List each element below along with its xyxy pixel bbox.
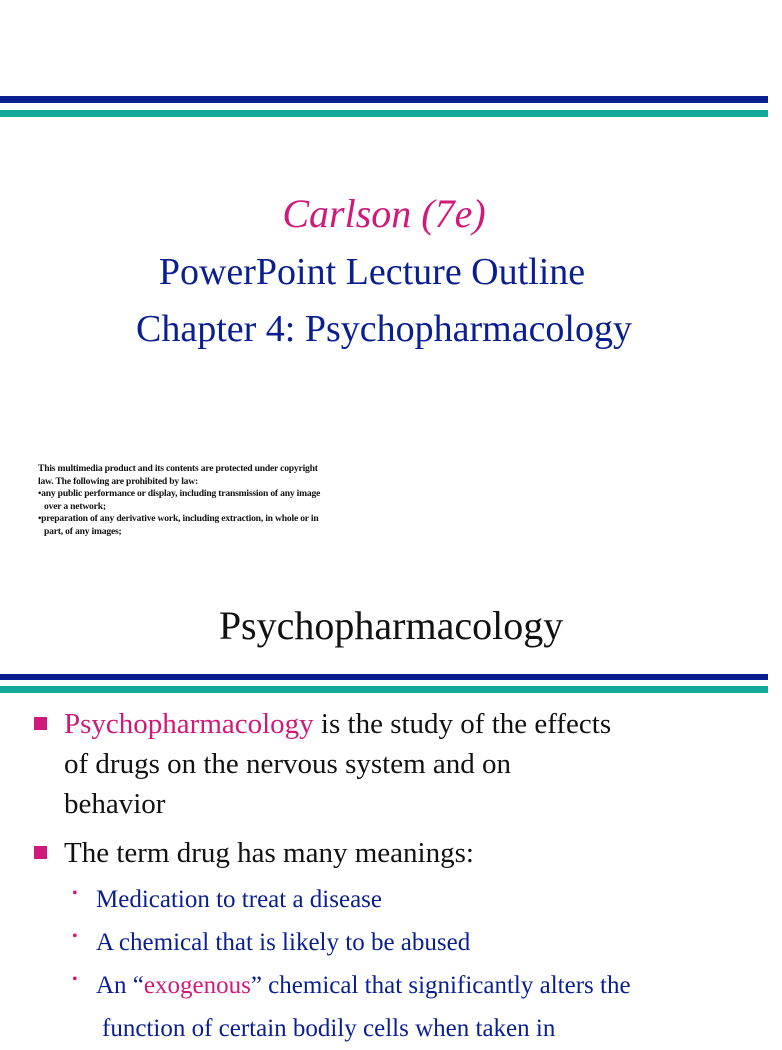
square-bullet-icon bbox=[34, 846, 47, 859]
copyright-line: law. The following are prohibited by law: bbox=[38, 475, 198, 487]
dot-bullet-icon: • bbox=[72, 885, 78, 902]
sub-bullet-text-line2: function of certain bodily cells when taken in bbox=[102, 1015, 556, 1042]
square-bullet-icon bbox=[34, 717, 47, 730]
copyright-notice bbox=[38, 463, 378, 537]
term-exogenous: exogenous bbox=[143, 972, 251, 999]
sub-bullet-text: Medication to treat a disease bbox=[96, 886, 382, 913]
term-psychopharmacology: Psychopharmacology bbox=[64, 708, 314, 740]
definition-text: is the study of the effects bbox=[313, 708, 612, 740]
sub-bullet-text: An “ bbox=[96, 972, 144, 999]
copyright-line: part, of any images; bbox=[44, 525, 122, 537]
dot-bullet-icon: • bbox=[72, 971, 78, 988]
definition-text-line3: behavior bbox=[64, 788, 166, 820]
content-slide bbox=[0, 585, 768, 1042]
header-rule-teal bbox=[0, 686, 768, 693]
author-title: Carlson (7e) bbox=[282, 191, 486, 236]
copyright-line: over a network; bbox=[44, 500, 106, 512]
top-rule-teal bbox=[0, 110, 768, 117]
copyright-line: •any public performance or display, including transmission of any image bbox=[38, 488, 321, 500]
copyright-line: •preparation of any derivative work, including extraction, in whole or in bbox=[38, 513, 319, 525]
sub-bullet-text: A chemical that is likely to be abused bbox=[96, 929, 471, 956]
definition-text-line2: of drugs on the nervous system and on bbox=[64, 748, 512, 780]
drug-meanings-text: The term drug has many meanings: bbox=[64, 837, 474, 869]
header-rule-navy bbox=[0, 674, 768, 680]
sub-bullet-text: ” chemical that significantly alters the bbox=[250, 972, 631, 999]
copyright-line: This multimedia product and its contents are protected under copyright bbox=[38, 463, 318, 474]
lecture-outline-title: PowerPoint Lecture Outline bbox=[158, 251, 586, 293]
dot-bullet-icon: • bbox=[72, 928, 78, 945]
top-rule-navy bbox=[0, 96, 768, 103]
slide-title: Psychopharmacology bbox=[218, 603, 564, 648]
chapter-title: Chapter 4: Psychopharmacology bbox=[135, 308, 632, 350]
